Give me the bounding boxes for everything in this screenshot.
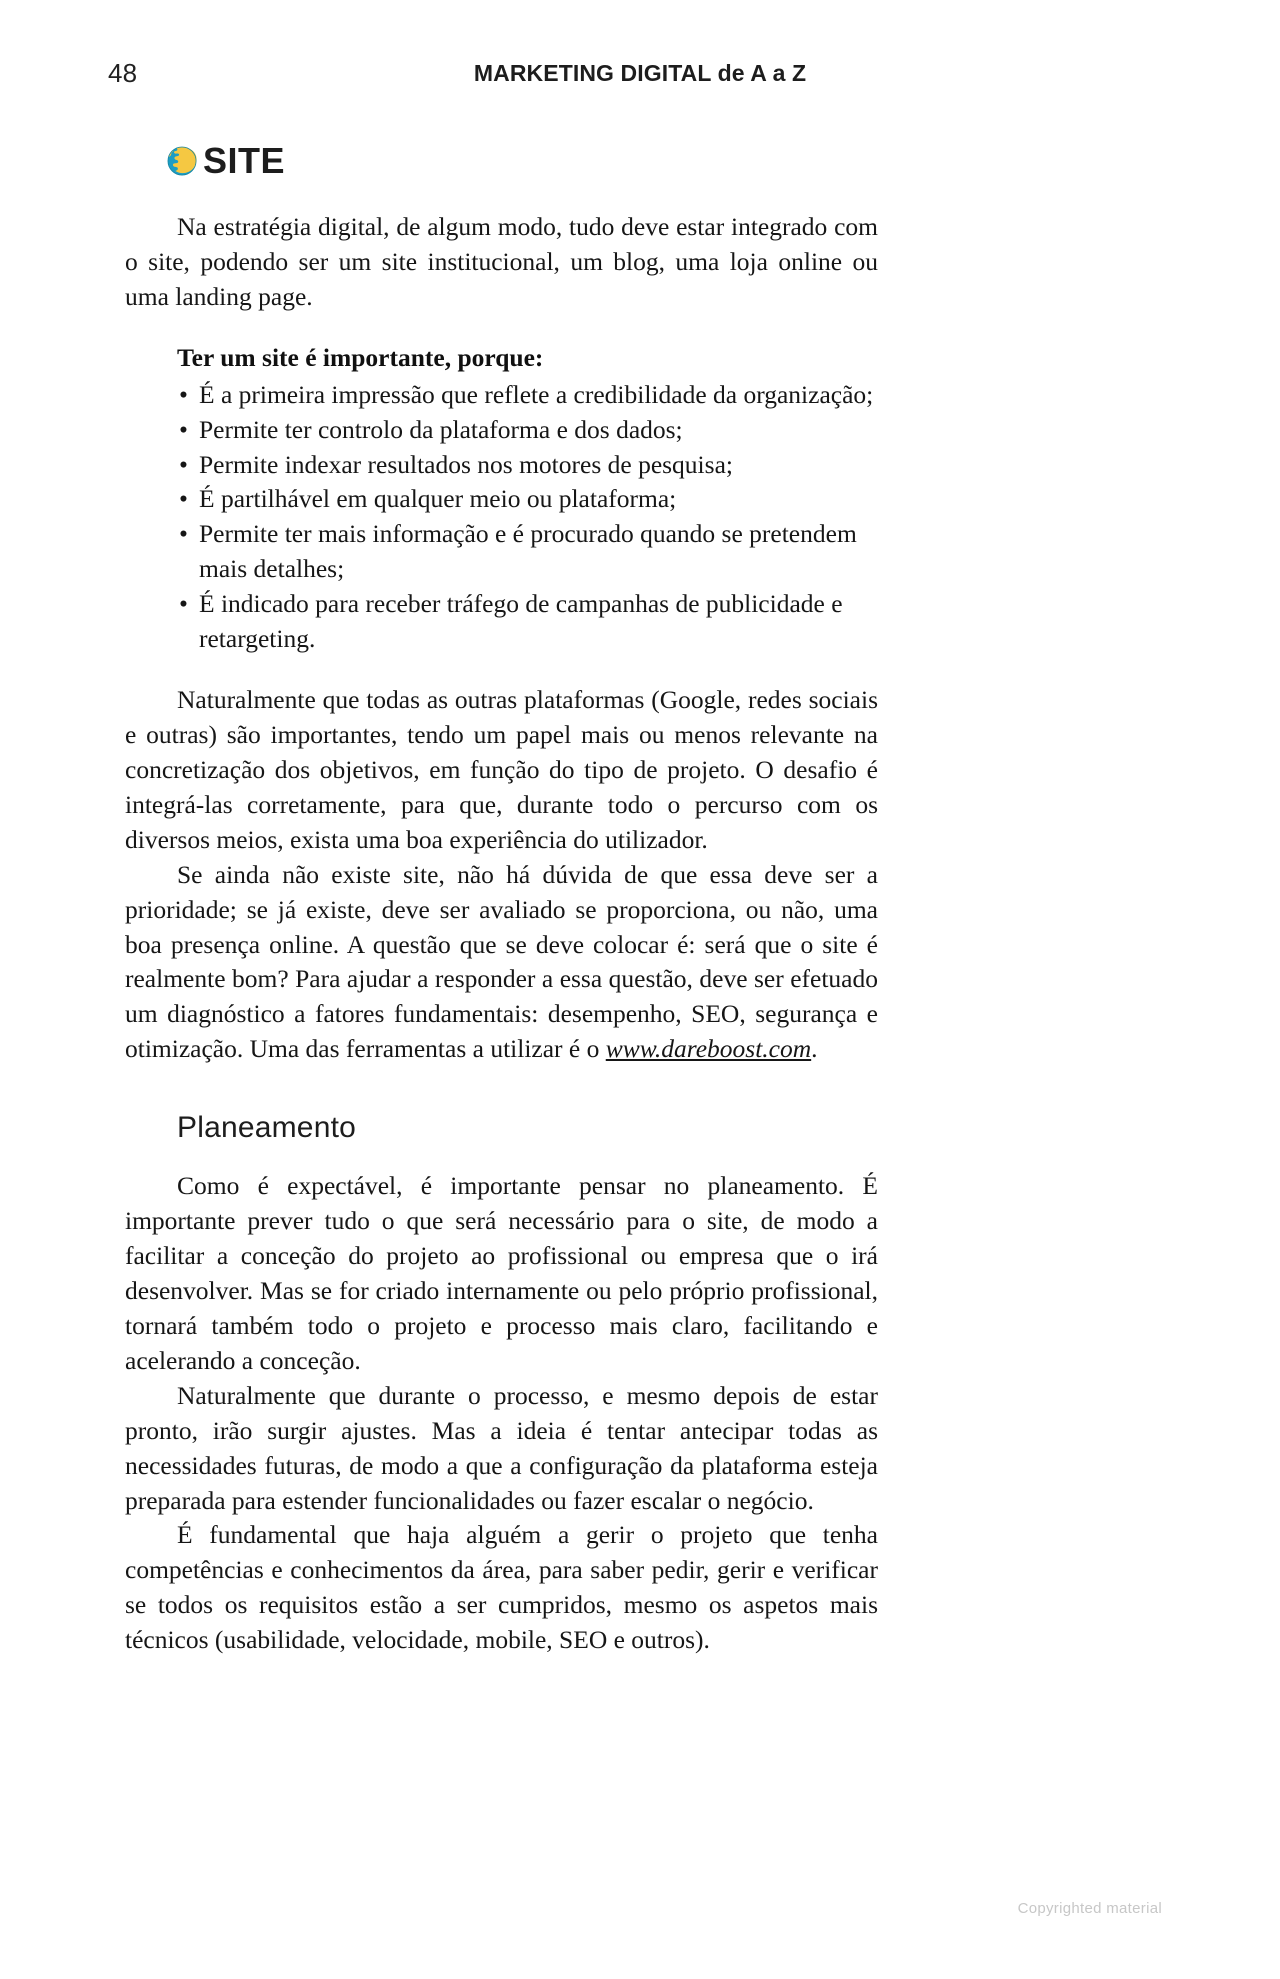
paragraph-diagnostic-suffix: . <box>811 1034 818 1064</box>
list-item-text: É a primeira impressão que reflete a credibilidade da organização; <box>199 379 874 409</box>
bullet-glyph: • <box>179 519 188 549</box>
list-item-text: Permite indexar resultados nos motores de pesquisa; <box>199 449 733 479</box>
bullet-glyph: • <box>179 379 188 409</box>
bullet-section <box>125 341 878 657</box>
bullet-glyph: • <box>179 449 188 479</box>
bullet-glyph: • <box>179 414 188 444</box>
bullet-glyph: • <box>179 589 188 619</box>
paragraph-platforms: Naturalmente que todas as outras plataformas (Google, redes sociais e outras) são importantes, tendo um papel mais ou menos relevante na concretização dos objetivos, em função do tipo de projeto. O desafio é integrá-las corretamente, para que, durante todo o percurso com os diversos meios, exista uma boa experiência do utilizador. <box>125 685 878 854</box>
section-title: SITE <box>203 140 286 181</box>
paragraph-diagnostic <box>125 858 878 1068</box>
list-item-text: Permite ter controlo da plataforma e dos dados; <box>199 414 683 444</box>
list-item <box>177 378 878 413</box>
running-head-title: MARKETING DIGITAL de A a Z <box>473 60 807 86</box>
list-item <box>177 517 878 587</box>
list-item-text: É partilhável em qualquer meio ou plataforma; <box>199 484 677 514</box>
list-item <box>177 587 878 657</box>
paragraph-planning-1: Como é expectável, é importante pensar no planeamento. É importante prever tudo o que será necessário para o site, de modo a facilitar a conceção do projeto ao profissional ou empresa que o irá desenvolver. Mas se for criado internamente ou pelo próprio profissional, tornará também todo o projeto e processo mais claro, facilitando e acelerando a conceção. <box>125 1171 878 1375</box>
list-item <box>177 413 878 448</box>
running-head <box>0 58 1280 92</box>
paragraph-planning-2: Naturalmente que durante o processo, e mesmo depois de estar pronto, irão surgir ajustes. Mas a ideia é tentar antecipar todas as necessidades futuras, de modo a que a configuração da plataforma esteja preparada para estender funcionalidades ou fazer escalar o negócio. <box>125 1380 878 1515</box>
globe-icon <box>167 146 197 176</box>
bullet-glyph: • <box>179 484 188 514</box>
list-item-text: É indicado para receber tráfego de campanhas de publicidade e retargeting. <box>199 589 843 654</box>
paragraph-diagnostic-text: Se ainda não existe site, não há dúvida de que essa deve ser a prioridade; se já existe, deve ser avaliado se proporciona, ou não, uma boa presença online. A questão que se deve colocar é: será que o site é realmente bom? Para ajudar a responder a essa questão, deve ser efetuado um diagnóstico a fatores fundamentais: desempenho, SEO, segurança e otimização. Uma das ferramentas a utilizar é o <box>125 859 878 1064</box>
section-heading <box>167 140 878 182</box>
page-content <box>125 140 878 1658</box>
list-item <box>177 448 878 483</box>
subsection-heading: Planeamento <box>177 1111 356 1145</box>
list-item-text: Permite ter mais informação e é procurado quando se pretendem mais detalhes; <box>199 519 857 584</box>
intro-paragraph: Na estratégia digital, de algum modo, tudo deve estar integrado com o site, podendo ser um site institucional, um blog, uma loja online ou uma landing page. <box>125 212 878 311</box>
list-item <box>177 482 878 517</box>
paragraph-planning-3: É fundamental que haja alguém a gerir o projeto que tenha competências e conhecimentos da área, para saber pedir, gerir e verificar se todos os requisitos estão a ser cumpridos, mesmo os aspetos mais técnicos (usabilidade, velocidade, mobile, SEO e outros). <box>125 1520 878 1655</box>
benefit-list <box>177 378 878 657</box>
copyright-notice: Copyrighted material <box>1017 1900 1162 1917</box>
page-number: 48 <box>108 58 138 88</box>
dareboost-url-link[interactable]: www.dareboost.com <box>605 1034 812 1064</box>
bullet-lead-in: Ter um site é importante, porque: <box>177 342 544 372</box>
